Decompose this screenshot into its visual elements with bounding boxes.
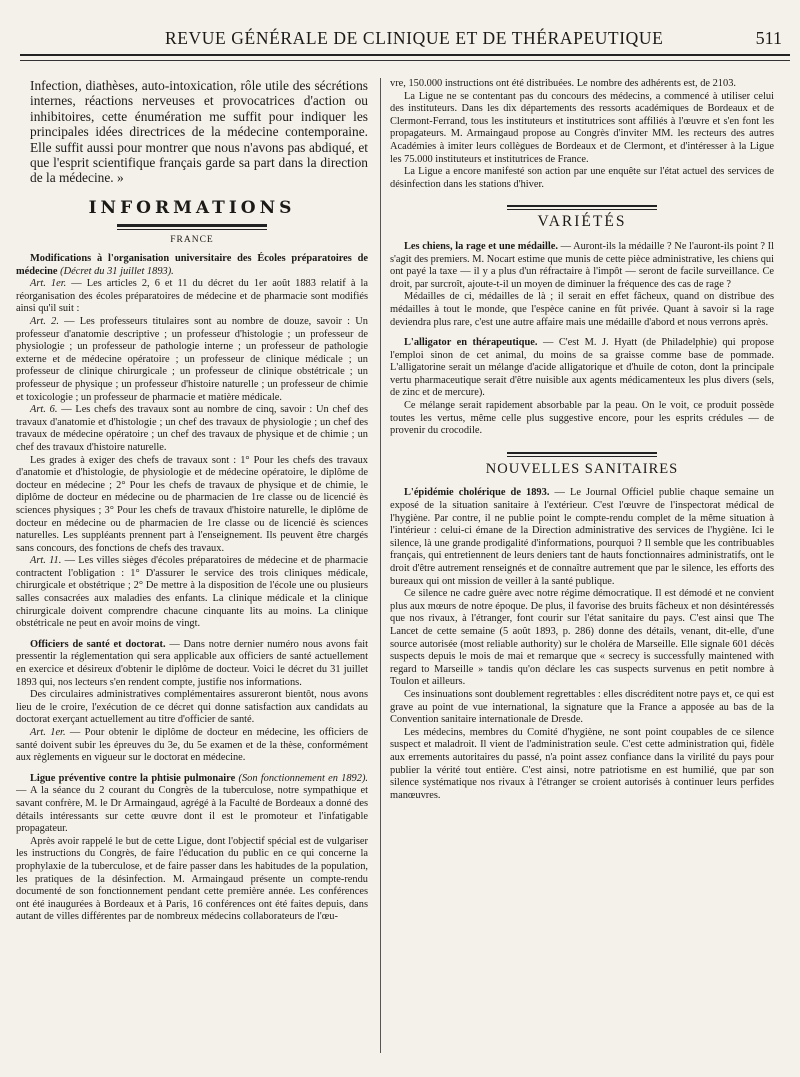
alligator-paragraph (390, 337, 774, 400)
officiers-text: — Dans notre dernier numéro nous avons fait pressentir la réglementation qui sera applicable aux officiers de santé actuellement en exercice et désireux d'obtenir le diplôme de docteur. Voici le décret du 31 juillet 1893 qui, nos lecteurs s'en rendent compte, justifie nos informations. (16, 638, 368, 688)
art11-text: — Les villes sièges d'écoles préparatoires de médecine et de pharmacie contractent l'obligation : 1° D'assurer le service des trois cliniques médicale, chirurgicale et obstétrique ; 2° De mettre à la disposition de l'école une ou plusieurs salles consacrées aux maladies des enfants. La clinique médicale et la clinique chirurgicale doivent comprendre chacune cinquante lits au moins. La clinique obstétricale ne peut en avoir moins de vingt. (16, 555, 368, 630)
medecins-paragraph: Les médecins, membres du Comité d'hygiène, ne sont point coupables de ce silence suspect et maladroit. Il vient de l'administration seule. C'est cette administration qui, fidèle aux errements autoritaires du passé, n'a point assez confiance dans la virilité du pays pour publier la vérité tout entière. C'est ainsi, notre patriotisme en est humilié, que par son silence systématique nos rivaux à l'étranger se croient autorisés à continuer leurs perfides manœuvres. (390, 726, 774, 801)
informations-title: INFORMATIONS (88, 197, 296, 218)
ligue-text: — A la séance du 2 courant du Congrès de la tuberculose, notre sympathique et savant confrère, M. le Dr Armaingaud, agrégé à la Faculté de Bordeaux a donné des détails intéressants sur cette œuvre dont il est le promoteur et l'infatigable propagateur. (16, 785, 368, 835)
art6-text: — Les chefs des travaux sont au nombre de cinq, savoir : Un chef des travaux d'anatomie et d'histologie ; un chef des travaux de physiologie ; un chef des travaux de médecine opératoire ; un chef des travaux de physique et de chimie ; un chef des travaux d'histoire naturelle. (16, 404, 368, 453)
apres-paragraph: Après avoir rappelé le but de cette Ligue, dont l'objectif spécial est de vulgariser les instructions du Congrès, de faire l'éducation du public en ce qui concerne la prophylaxie de la tuberculose, et de faire passer dans les habitudes de la population, les pratiques de la désinfection. M. Armaingaud présente un compte-rendu documenté de son fonctionnement pendant cette première année. Les conférences ont été inaugurées à Bordeaux et à Paris, 16 conférences ont été faites depuis, dans autant de villes différentes par de nombreux médecins collaborateurs de l'œu- (16, 835, 368, 923)
varietes-title: VARIÉTÉS (537, 213, 627, 231)
nouvelles-rule (507, 452, 657, 457)
country-heading: FRANCE (170, 235, 214, 246)
nouvelles-title: NOUVELLES SANITAIRES (485, 460, 679, 477)
epidemie-text: — Le Journal Officiel publie chaque semaine un exposé de la situation sanitaire à l'extérieur. C'est l'œuvre de l'inspectorat médical de l'hygiène. Par contre, il ne publie point le compte-rendu complet de la même situation à l'intérieur : celui-ci émane de la Direction administrative des services de l'hygiène. Ici le silence, là une grande prodigalité d'informations, pourquoi ? Il semble que les contribuables français, qui entretiennent de leurs deniers tant de hauts fonctionnaires administratifs, ont le droit d'être autrement renseignés et de connaître autrement que par le silence, les efforts des bureaux qui ont mission de veiller à la santé publique. (390, 487, 774, 587)
art1b-paragraph (16, 727, 368, 765)
art2-label: Art. 2. (30, 316, 59, 327)
alligator-title: L'alligator en thérapeutique. (404, 337, 538, 349)
art6-label: Art. 6. (30, 404, 58, 416)
chiens-text: — Auront-ils la médaille ? Ne l'auront-ils point ? Il s'agit des premiers. M. Nocart estime que munis de cette pièce administrative, les chiens qui ont payé la taxe — il y a plus d'un réfractaire à l'impôt — seront de facile surveillance. Ce droit, par surcroît, ajoute-t-il un moyen de diminuer la fréquence des cas de rage ? (390, 240, 774, 290)
page-number: 511 (755, 28, 782, 48)
alligator-text: — C'est M. J. Hyatt (de Philadelphie) qui propose l'emploi sinon de cet animal, du moins de sa graisse comme base de pommade. L'alligatorine serait un mélange d'acide alligatorique et d'huile de coton, dont la principale vertu pharmaceutique serait d'être nuisible aux agents médicamenteux les plus divers (sels, de zinc et de mercure). (390, 337, 774, 399)
art2-text: — Les professeurs titulaires sont au nombre de douze, savoir : Un professeur d'anatomie descriptive ; un professeur d'histologie ; un professeur de physiologie ; un professeur de pathologie interne ; un professeur de pathologie externe et de médecine opératoire ; un professeur de clinique médicale ; un professeur de clinique chirurgicale ; un professeur de clinique obstétricale ; un professeur de physique ; un professeur d'histoire naturelle ; un professeur de chimie et toxicologie ; un professeur de pharmacie et matière médicale. (16, 316, 368, 403)
ligue-ref: (Son fonctionnement en 1892). (238, 772, 368, 784)
lead-paragraph (30, 78, 368, 186)
insinuations-paragraph: Ces insinuations sont doublement regrettables : elles discréditent notre pays et, ce qui est grave au point de vue international, la signature que la France a apposée au bas de la Convention sanitaire internationale de Dresde. (390, 688, 774, 726)
epidemie-paragraph (390, 487, 774, 588)
grades-paragraph: Les grades à exiger des chefs de travaux sont : 1° Pour les chefs des travaux d'anatomie et d'histologie, de physiologie et de médecine opératoire, le diplôme de docteur en médecine ; 2° Pour les chefs de travaux de physique et de chimie, le diplôme de docteur en médecine ou de pharmacien de 1re classe ou de licencié ès sciences physiques ; 3° Pour les chefs de travaux d'histoire naturelle, le diplôme de docteur en médecine ou de pharmacien de 1re classe ou de licencié ès sciences naturelles. Les suppléants prennent part à l'enseignement. Ils peuvent être chargés sans concours, des fonctions de chefs des travaux. (16, 454, 368, 554)
informations-rule (117, 224, 267, 230)
header-rule (20, 60, 790, 61)
column-divider (380, 78, 381, 1053)
art2-paragraph (16, 316, 368, 404)
chiens-paragraph (390, 241, 774, 291)
left-column (16, 78, 368, 1068)
art1b-label: Art. 1er. (30, 727, 66, 738)
circulaires-paragraph: Des circulaires administratives complémentaires assureront bientôt, nous avons lieu de le croire, l'exécution de ce décret qui donne satisfaction aux candidats au doctorat exerçant actuellement au titre d'officier de santé. (16, 689, 368, 726)
officiers-title: Officiers de santé et doctorat. (30, 638, 166, 650)
epidemie-title: L'épidémie cholérique de 1893. (404, 487, 550, 499)
modifications-title: Modifications à l'organisation universitaire des Écoles préparatoires de médecine (16, 253, 368, 277)
officiers-paragraph (16, 639, 368, 689)
melange-paragraph: Ce mélange serait rapidement absorbable par la peau. On le voit, ce produit possède toutes les vertus, même celle plus suggestive encore, pour les esprits crédules — de provenir du crocodile. (390, 400, 774, 437)
art1-paragraph (16, 278, 368, 316)
varietes-rule (507, 205, 657, 210)
ligue-title: Ligue préventive contre la phtisie pulmonaire (30, 772, 236, 784)
art1-label: Art. 1er. (30, 278, 67, 290)
chiens-title: Les chiens, la rage et une médaille. (404, 240, 558, 252)
silence-paragraph: Ce silence ne cadre guère avec notre régime démocratique. Il est démodé et ne convient plus aux mœurs de notre époque. De plus, il favorise des bruits fâcheux et non désintéressés que nos rivaux, à l'étranger, font courir sur l'état sanitaire du pays. C'est ainsi que The Lancet de cette semaine (5 août 1893, p. 286) donne des détails, venant, dit-elle, d'une source autorisée (most reliable authority) sur le choléra de Marseille. Elle signale 601 décès suspects depuis le mois de mai et remarque que « secrecy is successfully maintened with regard to Marseille » tandis qu'on déclare les cas suspects survenus en petit nombre à Toulon et ailleurs. (390, 588, 774, 688)
right-column (390, 78, 774, 1068)
continuation-paragraph: vre, 150.000 instructions ont été distribuées. Le nombre des adhérents est, de 2103. (390, 78, 736, 89)
medailles-paragraph: Médailles de ci, médailles de là ; il serait en effet fâcheux, quand on distribue des médailles à tout le monde, que l'espèce canine en fût privée. Quant à savoir si la rage deviendra plus rare, c'est une autre affaire mais une médaille d'abord et nous verrons après. (390, 291, 774, 328)
page-header (20, 24, 790, 56)
ligue3-paragraph: La Ligue a encore manifesté son action par une enquête sur l'état actuel des services de désinfection dans les stations d'hiver. (390, 166, 774, 190)
art11-paragraph (16, 555, 368, 631)
ligue2-paragraph: La Ligue ne se contentant pas du concours des médecins, a commencé à utiliser celui des instituteurs. Dans les dix départements des ressorts académiques de Bordeaux et de Clermont-Ferrand, tous les instituteurs et institutrices sont affiliés à l'œuvre et s'en font les propagateurs. M. Armaingaud propose au Congrès d'inviter MM. les recteurs des autres Académies à imiter leurs collègues de Bordeaux et de Clermont, et d'intéresser à la Ligue les 75.000 instituteurs et institutrices de France. (390, 90, 774, 165)
art11-label: Art. 11. (30, 555, 62, 567)
modifications-paragraph (16, 253, 368, 278)
ligue-paragraph (16, 773, 368, 836)
art6-paragraph (16, 404, 368, 454)
lead-text: Infection, diathèses, auto-intoxication, rôle utile des sécrétions internes, réactions nerveuses et provocatrices d'action ou inhibitoires, cette énumération me suffit pour indiquer les principales idées directrices de la médecine contemporaine. Elle suffit aussi pour montrer que nous n'avons pas abdiqué, et que l'esprit scientifique français garde sa part dans la direction de la médecine. » (30, 78, 368, 186)
art1-text: — Les articles 2, 6 et 11 du décret du 1er août 1883 relatif à la réorganisation des écoles préparatoires de médecine et de pharmacie sont modifiés ainsi qu'il suit : (16, 278, 368, 315)
modifications-decree: (Décret du 31 juillet 1893). (60, 265, 174, 277)
art1b-text: — Pour obtenir le diplôme de docteur en médecine, les officiers de santé doivent subir les épreuves du 3e, du 5e examen et de la thèse, conformément aux règlements en vigueur sur le doctorat en médecine. (16, 727, 368, 764)
running-head: REVUE GÉNÉRALE DE CLINIQUE ET DE THÉRAPEUTIQUE (165, 28, 664, 48)
